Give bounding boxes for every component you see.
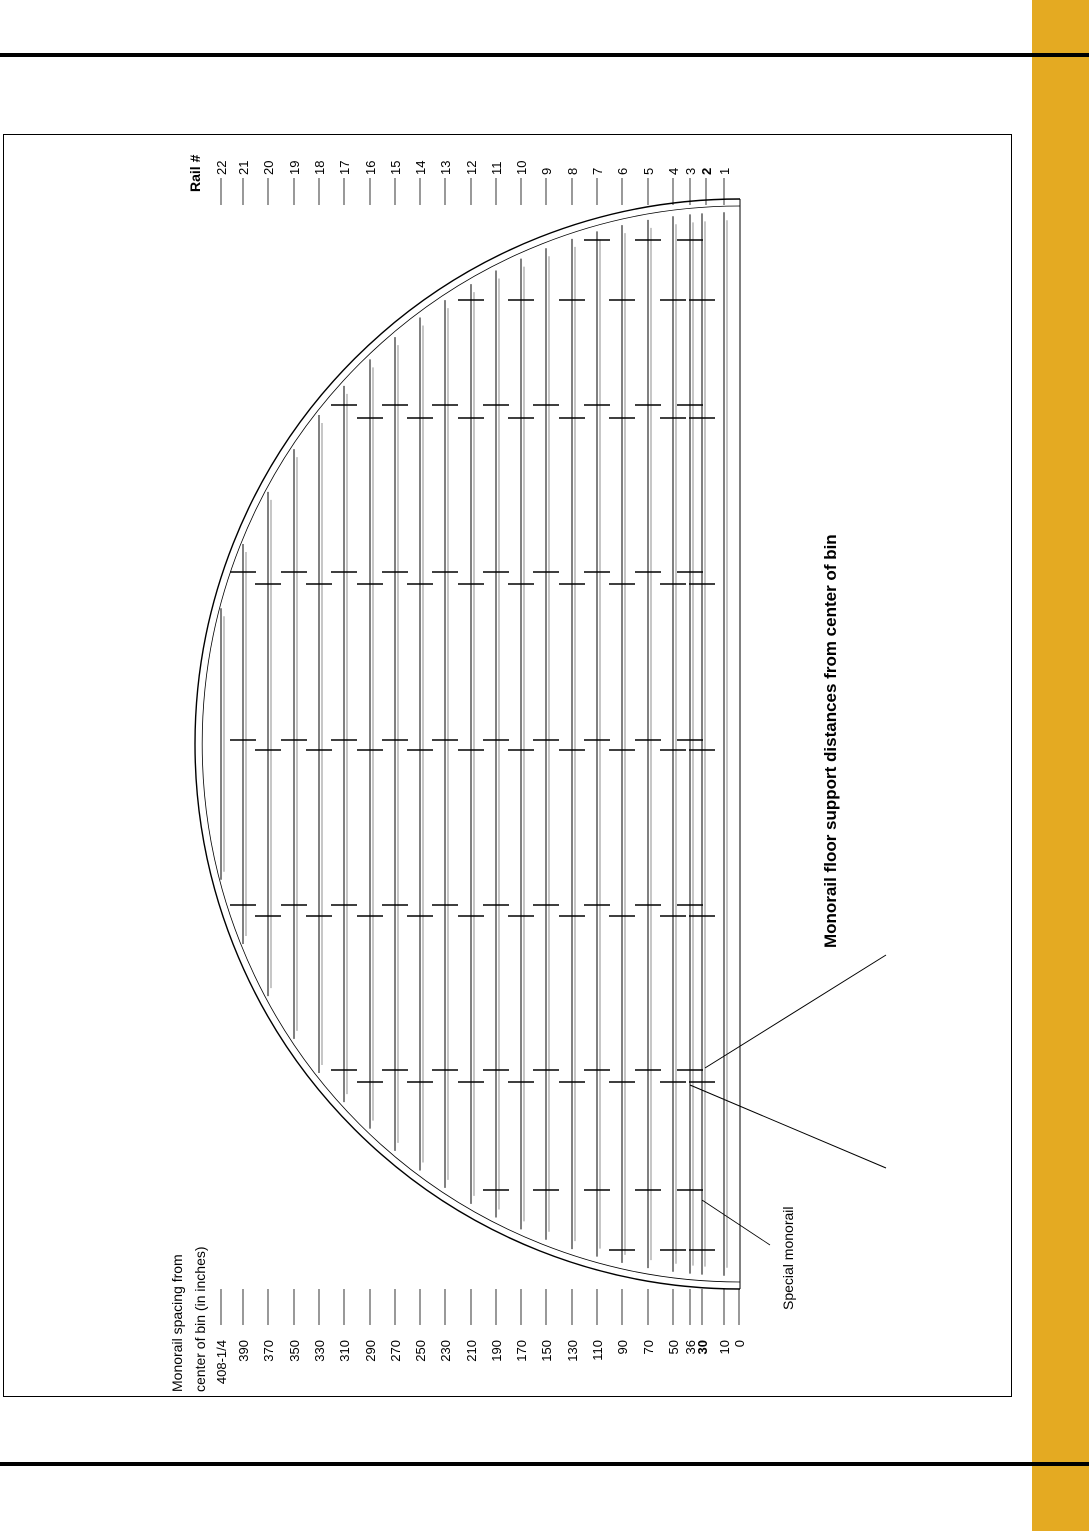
rail-number-label: 2	[699, 167, 714, 175]
diagram-title: Monorail floor support distances from center of bin	[821, 534, 840, 948]
spacing-label: 408-1/4	[214, 1340, 229, 1385]
floor-supports	[230, 240, 715, 1250]
spacing-label: 0	[732, 1340, 747, 1348]
title-leader-upper	[705, 955, 886, 1068]
rail-number-label: 17	[337, 160, 352, 175]
bin-wall-outer	[195, 199, 740, 1289]
spacing-label: 10	[717, 1340, 732, 1355]
special-monorail-label: Special monorail	[780, 1206, 796, 1310]
rail-number-label: 11	[489, 161, 504, 175]
spacing-label: 70	[641, 1340, 656, 1355]
rail-number-label: 19	[287, 160, 302, 175]
rail-number-labels	[214, 161, 732, 175]
rail-number-label: 16	[363, 160, 378, 175]
spacing-label: 110	[590, 1340, 605, 1361]
rail-number-label: 9	[539, 167, 554, 175]
spacing-label: 170	[514, 1340, 529, 1362]
spacing-label: 250	[413, 1340, 428, 1362]
spacing-label: 90	[615, 1340, 630, 1355]
spacing-label: 290	[363, 1340, 378, 1362]
rail-number-label: 8	[565, 167, 580, 175]
rail-number-label: 15	[388, 160, 403, 175]
rail-number-label: 20	[261, 160, 276, 175]
rail-number-label: 6	[615, 167, 630, 175]
spacing-label: 150	[539, 1340, 554, 1362]
rail-number-label: 14	[413, 160, 428, 175]
spacing-label: 130	[565, 1340, 580, 1362]
spacing-label: 330	[312, 1340, 327, 1362]
special-monorail-leader	[702, 1200, 770, 1245]
spacing-label: 390	[236, 1340, 251, 1362]
rail-number-label: 7	[590, 167, 605, 175]
spacing-label: 36	[683, 1340, 698, 1355]
rail-number-label: 22	[214, 160, 229, 175]
spacing-label: 370	[261, 1340, 276, 1362]
spacing-label: 190	[489, 1340, 504, 1362]
rail-number-label: 5	[641, 167, 656, 175]
rail-number-label: 21	[236, 160, 251, 175]
rail-number-label: 12	[464, 160, 479, 175]
spacing-label: 310	[337, 1340, 352, 1362]
spacing-label: 230	[438, 1340, 453, 1362]
spacing-caption-line-2: center of bin (in inches)	[192, 1246, 208, 1392]
spacing-caption-line-1: Monorail spacing from	[169, 1254, 185, 1392]
spacing-label: 350	[287, 1340, 302, 1362]
rail-number-label: 1	[717, 167, 732, 175]
rail-number-label: 10	[514, 160, 529, 175]
rail-lines	[221, 212, 727, 1276]
rail-number-header: Rail #	[187, 154, 203, 192]
rail-number-label: 13	[438, 160, 453, 175]
rail-number-label: 18	[312, 160, 327, 175]
spacing-label: 50	[666, 1340, 681, 1355]
title-leader-lower	[690, 1085, 886, 1168]
spacing-label: 30	[695, 1340, 710, 1355]
spacing-label: 270	[388, 1340, 403, 1362]
rail-number-label: 4	[666, 167, 681, 175]
leader-lines	[221, 178, 886, 1325]
spacing-labels	[214, 1340, 747, 1384]
bin-outline	[195, 199, 740, 1289]
spacing-label: 210	[464, 1340, 479, 1362]
rail-number-label: 3	[683, 167, 698, 175]
